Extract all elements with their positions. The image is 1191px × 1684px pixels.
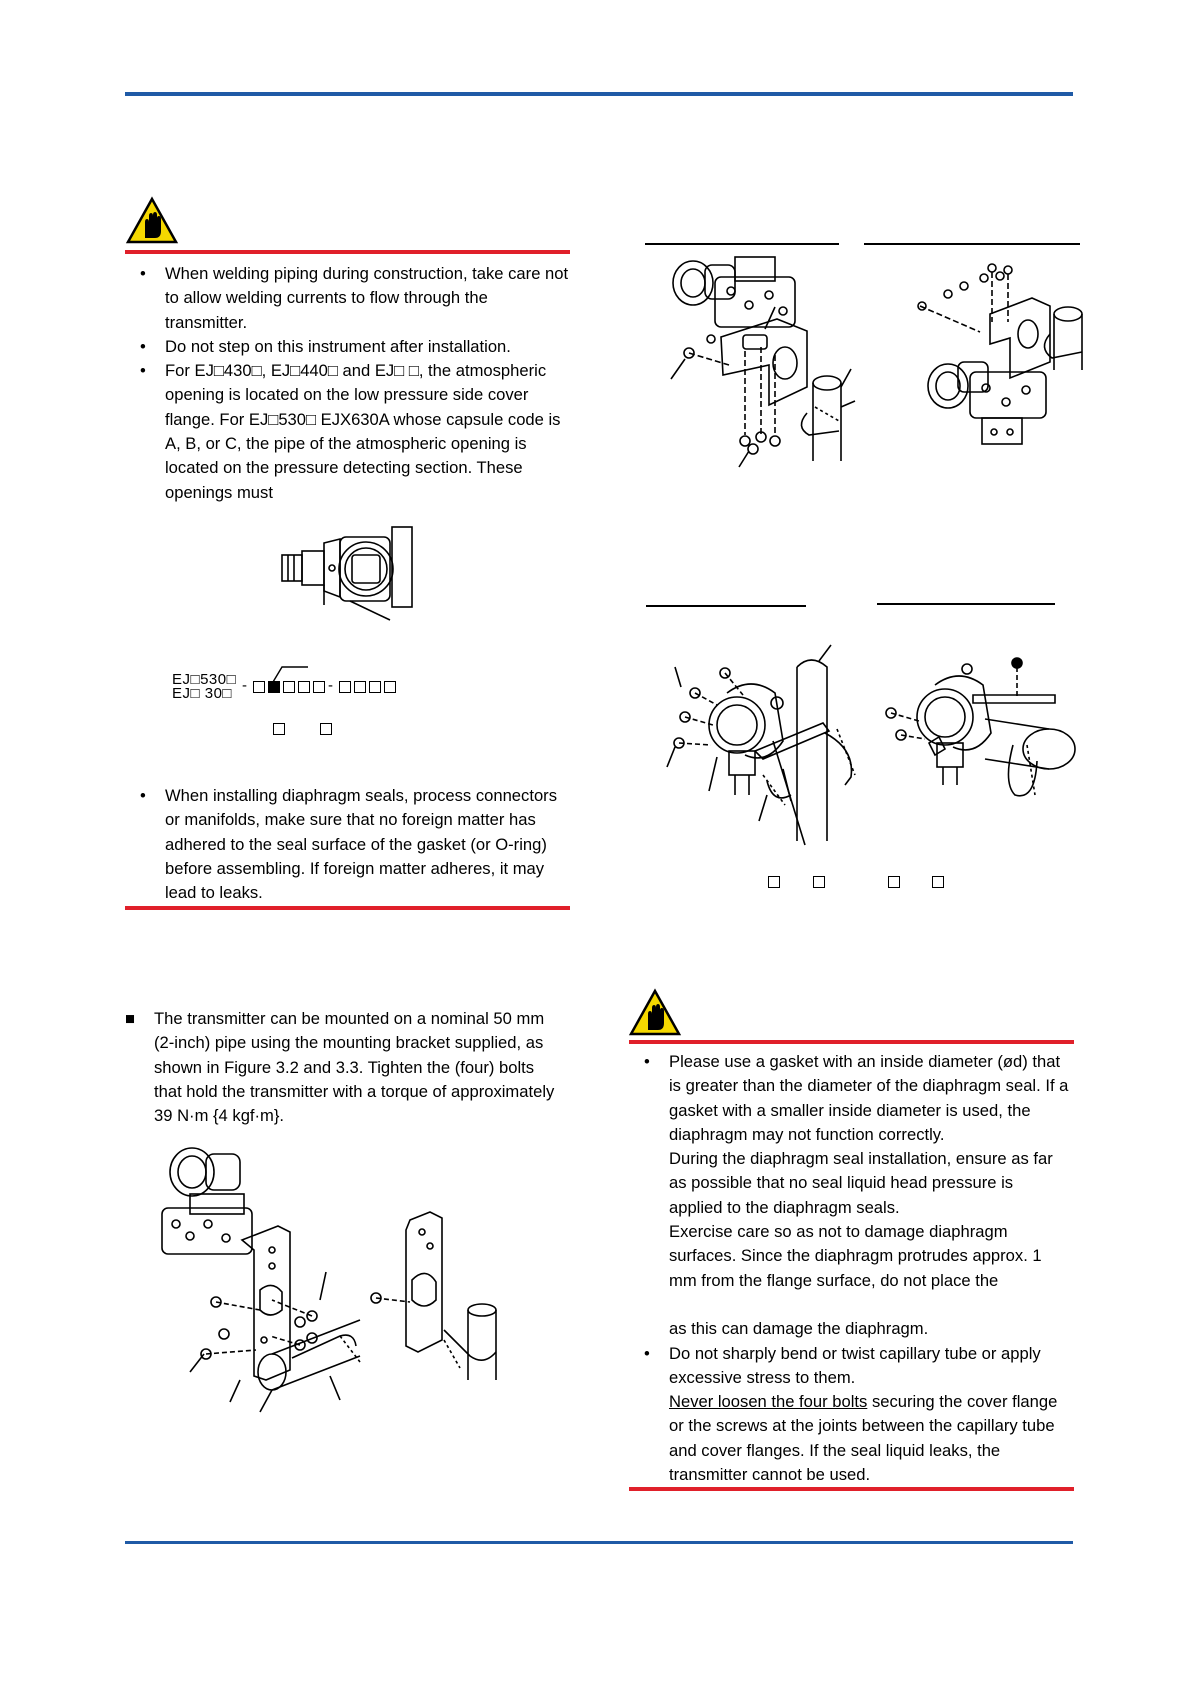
caution-item: • Do not sharply bend or twist capillary tube or apply excessive stress to them. Never loosen the four bolts securing the cover flange or the screws at the joints between the capillary tube and cover flanges. If the seal liquid leaks, the transmitter cannot be used. [629, 1342, 1069, 1488]
pipe-mounting-figure [160, 1140, 510, 1380]
figure-label-line [645, 243, 839, 245]
caution-item: • Do not step on this instrument after installation. [125, 335, 570, 359]
code-square [354, 681, 366, 693]
footer-rule [125, 1541, 1073, 1544]
mounting-paragraph: The transmitter can be mounted on a nominal 50 mm (2-inch) pipe using the mounting bracket supplied, as shown in Figure 3.2 and 3.3. Tighten the (four) bolts that hold the transmitter with a torque of approximately 39 N·m {4 kgf·m}. [154, 1009, 555, 1126]
caution-bottom-rule [629, 1487, 1074, 1491]
figure-label-line [646, 605, 806, 607]
caution-top-rule [629, 1040, 1074, 1044]
model-code-dash: - [328, 677, 334, 694]
caution-list [629, 1050, 1069, 1487]
transmitter-side-figure [280, 525, 420, 625]
caution-bottom-rule [125, 906, 570, 910]
code-square [813, 876, 825, 888]
model-code-line1: EJ□530□ [172, 671, 237, 688]
caution-item: • When installing diaphragm seals, process connectors or manifolds, make sure that no foreign matter has adhered to the seal surface of the gasket (or O-ring) before assembling. If foreign matter adheres, it may lead to leaks. [125, 784, 570, 905]
square-bullet: ■ [125, 1009, 136, 1028]
code-square [768, 876, 780, 888]
header-rule [125, 92, 1073, 96]
caution-list [125, 262, 570, 505]
code-square [283, 681, 295, 693]
caution-item: • For EJ□430□, EJ□440□ and EJ□ □, the atmospheric opening is located on the low pressure side cover flange. For EJ□530□ EJX630A whose capsule code is A, B, or C, the pipe of the atmospheric opening is located on the pressure detecting section. These openings must [125, 359, 570, 505]
code-square [384, 681, 396, 693]
caution-top-rule [125, 250, 570, 254]
figure-label-line [864, 243, 1080, 245]
code-square [888, 876, 900, 888]
bracket-mount-figure-1 [665, 255, 855, 465]
caution-hand-icon [630, 990, 680, 1035]
code-square [298, 681, 310, 693]
code-square [339, 681, 351, 693]
caution-list-continued [125, 784, 570, 905]
caution-item: • Please use a gasket with an inside diameter (ød) that is greater than the diameter of the diaphragm seal. If a gasket with a smaller inside diameter is used, the diaphragm may not function correctly. During the diaphragm seal installation, ensure as far as possible that no seal liquid head pressure is applied to the diaphragm seals. Exercise care so as not to damage diaphragm surfaces. Since the diaphragm protrudes approx. 1 mm from the flange surface, do not place the as this can damage the diaphragm. [629, 1050, 1069, 1342]
code-square [932, 876, 944, 888]
caution-item: • When welding piping during construction, take care not to allow welding currents to flow through the transmitter. [125, 262, 570, 335]
capsule-code-leader [270, 664, 310, 682]
code-square [253, 681, 265, 693]
figure-label-line [877, 603, 1055, 605]
code-square [320, 723, 332, 735]
model-code-dash: - [242, 677, 248, 694]
code-square [273, 723, 285, 735]
code-square [313, 681, 325, 693]
horizontal-pipe-mount-figure [655, 645, 1075, 845]
warning-emphasis: Never loosen the four bolts [669, 1392, 868, 1412]
capsule-code-square [268, 681, 280, 693]
bracket-mount-figure-2 [920, 262, 1095, 452]
caution-hand-icon [127, 198, 177, 243]
model-code-line2: EJ□ 30□ [172, 685, 232, 702]
code-square [369, 681, 381, 693]
